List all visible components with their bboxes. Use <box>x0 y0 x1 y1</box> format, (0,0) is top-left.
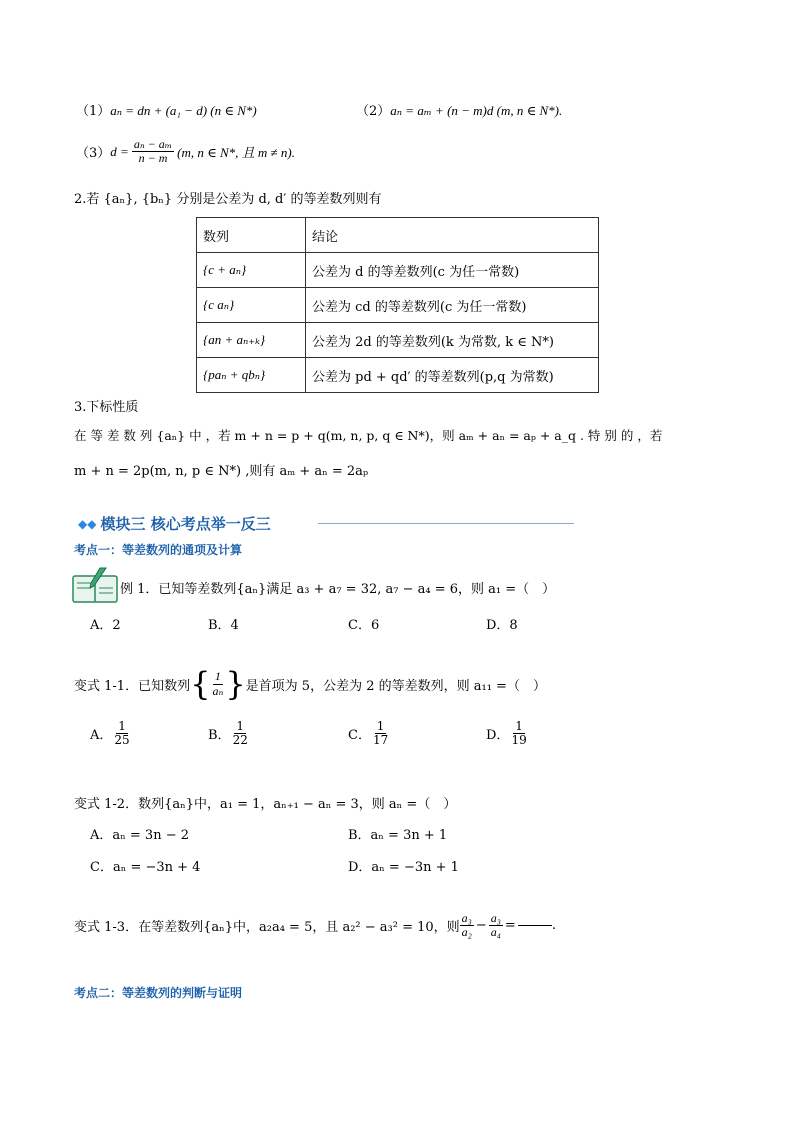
formula-3-den: n − m <box>138 151 168 166</box>
fraction-num: 1 <box>515 719 523 733</box>
answer-blank[interactable] <box>518 925 552 926</box>
example-1-option-d[interactable]: D．8 <box>486 618 518 633</box>
variant-1-3-fraction-2 <box>489 912 503 939</box>
fraction-num: 1 <box>214 669 221 684</box>
formula-1-expr: aₙ = dn + (a₁ − d) (n ∈ N*) <box>110 103 257 118</box>
fraction-num: a₃ <box>461 911 472 925</box>
table-cell: 公差为 cd 的等差数列(c 为任一常数) <box>306 288 599 323</box>
table-header-cell: 结论 <box>306 218 599 253</box>
fraction-den: 19 <box>511 733 527 748</box>
book-pencil-icon <box>72 566 118 604</box>
example-1-option-a[interactable]: A．2 <box>90 618 121 633</box>
formula-2-expr: aₙ = aₘ + (n − m)d (m, n ∈ N*). <box>390 103 563 118</box>
formula-1-label: （1） <box>76 104 111 119</box>
table-row <box>197 323 599 358</box>
table-row <box>197 288 599 323</box>
fraction-den: a₂ <box>461 925 472 940</box>
fraction-den: a₄ <box>490 925 501 940</box>
fraction-den: aₙ <box>212 683 224 698</box>
formula-3-fraction <box>132 138 174 165</box>
table-cell: 公差为 d 的等差数列(c 为任一常数) <box>306 253 599 288</box>
section-3-line-2: m + n = 2p(m, n, p ∈ N*) ,则有 aₘ + aₙ = 2aₚ <box>74 464 369 479</box>
variant-1-1-option-b[interactable] <box>208 720 250 747</box>
option-label: D． <box>486 728 510 744</box>
variant-1-2-option-a[interactable]: A．aₙ = 3n − 2 <box>90 828 189 843</box>
formula-3-num: aₙ − aₘ <box>133 137 173 151</box>
section-3-line-1: 在 等 差 数 列 {aₙ} 中 ，若 m + n = p + q(m, n, p, q ∈ N*)，则 aₘ + aₙ = aₚ + a_q . 特 别 的 ，若 <box>74 428 663 443</box>
example-1-option-c[interactable]: C．6 <box>348 618 380 633</box>
fraction-den: 17 <box>372 733 389 748</box>
section-3-heading: 3.下标性质 <box>74 400 139 415</box>
variant-1-3-fraction-1 <box>460 912 474 939</box>
table-cell: 公差为 2d 的等差数列(k 为常数, k ∈ N*) <box>306 323 599 358</box>
option-label: A． <box>90 728 113 744</box>
properties-table <box>196 217 599 393</box>
table-cell: {c aₙ} <box>197 288 306 323</box>
fraction-num: a₃ <box>490 911 501 925</box>
right-brace: } <box>225 665 246 703</box>
formula-3-label: （3） <box>76 146 111 162</box>
formula-3 <box>76 138 295 165</box>
variant-1-2-option-b[interactable]: B．aₙ = 3n + 1 <box>348 828 448 843</box>
module-3-title <box>78 513 271 534</box>
option-label: B． <box>208 728 231 744</box>
formula-3-lhs: d = <box>110 143 129 159</box>
table-cell: {c + aₙ} <box>197 253 306 288</box>
key-point-1-title: 考点一：等差数列的通项及计算 <box>74 543 243 557</box>
table-cell: {an + aₙ₊ₖ} <box>197 323 306 358</box>
formula-2 <box>356 100 562 119</box>
table-row <box>197 253 599 288</box>
formula-1 <box>76 100 257 119</box>
section-divider <box>318 523 574 524</box>
table-row <box>197 358 599 393</box>
variant-1-2-text: 变式 1-2．数列{aₙ}中，a₁ = 1，aₙ₊₁ − aₙ = 3，则 aₙ =（ ） <box>74 797 457 812</box>
variant-1-3-text <box>74 912 556 939</box>
variant-1-1-suffix: 是首项为 5，公差为 2 的等差数列，则 a₁₁ =（ ） <box>245 678 546 694</box>
table-header-cell: 数列 <box>197 218 306 253</box>
variant-1-1-option-c[interactable] <box>348 720 390 747</box>
minus-sign: − <box>475 918 487 934</box>
example-1-text: 例 1．已知等差数列{aₙ}满足 a₃ + a₇ = 32, a₇ − a₄ = 6，则 a₁ =（ ） <box>120 582 556 597</box>
formula-3-rest: (m, n ∈ N*, 且 m ≠ n). <box>177 145 296 161</box>
fraction-num: 1 <box>236 719 245 733</box>
fraction-num: 1 <box>118 719 126 733</box>
variant-1-2-option-c[interactable]: C．aₙ = −3n + 4 <box>90 860 201 875</box>
variant-1-3-prefix: 变式 1-3．在等差数列{aₙ}中，a₂a₄ = 5，且 a₂² − a₃² = 10，则 <box>74 920 460 936</box>
variant-1-1-text <box>74 665 546 703</box>
table-header-row <box>197 218 599 253</box>
table-cell: 公差为 pd + qd′ 的等差数列(p,q 为常数) <box>306 358 599 393</box>
period: . <box>551 918 556 934</box>
diamond-icon: ◆◆ <box>78 516 97 531</box>
key-point-2-title: 考点二：等差数列的判断与证明 <box>74 986 243 1000</box>
variant-1-1-prefix: 变式 1-1．已知数列 <box>74 678 191 694</box>
fraction-num: 1 <box>376 719 385 733</box>
equals-sign: = <box>504 918 516 934</box>
variant-1-1-option-a[interactable] <box>90 720 132 747</box>
variant-1-1-fraction <box>210 670 225 697</box>
variant-1-2-option-d[interactable]: D．aₙ = −3n + 1 <box>348 860 459 875</box>
module-3-title-text: 模块三 核心考点举一反三 <box>100 515 271 533</box>
example-1-option-b[interactable]: B．4 <box>208 618 239 633</box>
formula-2-label: （2） <box>356 104 391 119</box>
fraction-den: 22 <box>232 733 248 748</box>
left-brace: { <box>190 665 211 703</box>
section-2-heading: 2.若 {aₙ}, {bₙ} 分别是公差为 d, d′ 的等差数列则有 <box>74 192 382 207</box>
option-label: C． <box>348 728 371 744</box>
fraction-den: 25 <box>114 733 130 748</box>
variant-1-1-option-d[interactable] <box>486 720 529 747</box>
table-cell: {paₙ + qbₙ} <box>197 358 306 393</box>
